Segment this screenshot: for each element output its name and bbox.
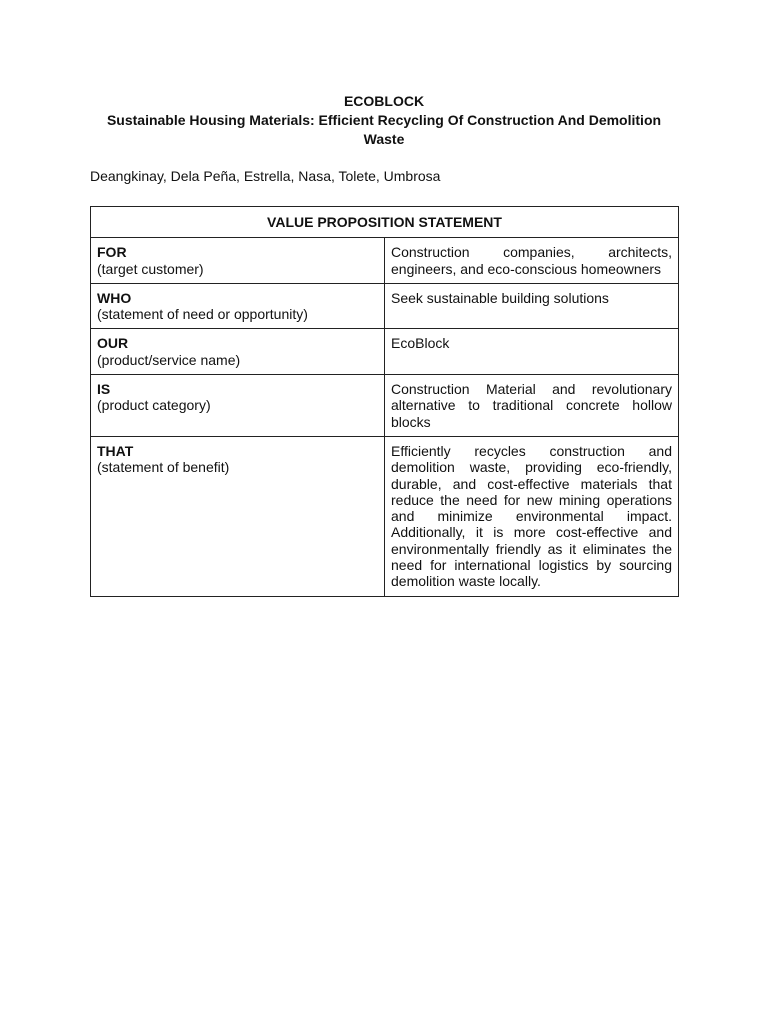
row-hint: (statement of benefit) — [97, 459, 230, 476]
table-heading-row — [91, 207, 679, 238]
row-label: THAT — [97, 442, 134, 459]
row-label: WHO — [97, 289, 132, 306]
table-row-for — [91, 238, 679, 284]
row-value: Seek sustainable building solutions — [385, 283, 679, 329]
value-proposition-table — [90, 206, 679, 597]
row-hint: (product category) — [97, 397, 211, 414]
row-label-cell — [91, 375, 385, 437]
table-heading: VALUE PROPOSITION STATEMENT — [91, 207, 679, 238]
row-label: IS — [97, 381, 111, 398]
row-label-cell — [91, 238, 385, 284]
table-row-our — [91, 329, 679, 375]
document-title: ECOBLOCK — [343, 93, 425, 109]
row-value: EcoBlock — [385, 329, 679, 375]
row-value: Construction companies, architects, engineers, and eco-conscious homeowners — [385, 238, 679, 284]
row-value: Efficiently recycles construction and demolition waste, providing eco-friendly, durable, and cost-effective materials that reduce the need for new mining operations and minimize environmental impact. Additionally, it is more cost-effective and environmentally friendly as it eliminates the need for international logistics by sourcing demolition waste locally. — [385, 436, 679, 596]
document-subtitle: Sustainable Housing Materials: Efficient Recycling Of Construction And Demolition Waste — [106, 112, 662, 147]
row-label: FOR — [97, 244, 127, 261]
table-row-who — [91, 283, 679, 329]
row-label-cell — [91, 329, 385, 375]
row-hint: (target customer) — [97, 260, 204, 277]
row-label-cell — [91, 283, 385, 329]
row-value: Construction Material and revolutionary alternative to traditional concrete hollow blocks — [385, 375, 679, 437]
table-row-is — [91, 375, 679, 437]
row-label-cell — [91, 436, 385, 596]
row-hint: (product/service name) — [97, 351, 241, 368]
row-label: OUR — [97, 335, 129, 352]
author-list: Deangkinay, Dela Peña, Estrella, Nasa, Tolete, Umbrosa — [90, 168, 441, 184]
table-row-that — [91, 436, 679, 596]
row-hint: (statement of need or opportunity) — [97, 306, 308, 323]
